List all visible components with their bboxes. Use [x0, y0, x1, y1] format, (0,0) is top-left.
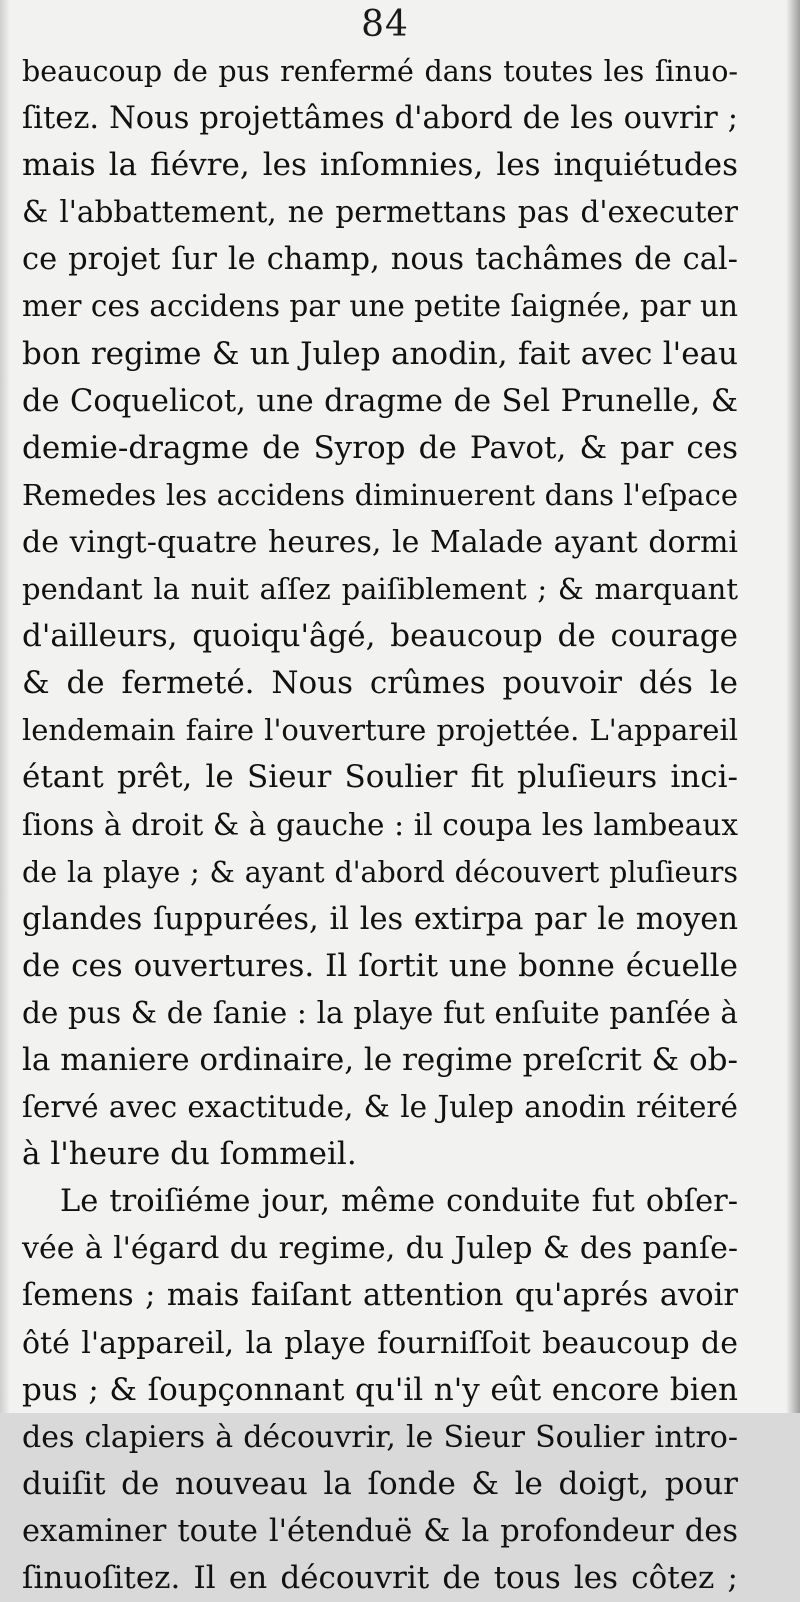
text-line: & de fermeté. Nous crûmes pouvoir dés le	[22, 665, 738, 702]
text-line: mais la fiévre, les inſomnies, les inquiétudes	[22, 147, 738, 184]
text-line: de Coquelicot, une dragme de Sel Prunelle, &	[22, 383, 738, 419]
text-line: de ces ouvertures. Il ſortit une bonne écuelle	[22, 947, 738, 984]
text-line: examiner toute l'étenduë & la profondeur des	[22, 1513, 738, 1549]
text-line: de vingt-quatre heures, le Malade ayant dormi	[22, 524, 738, 560]
text-line: duiſit de nouveau la ſonde & le doigt, pour	[22, 1465, 738, 1502]
page-edge-shadow-right	[786, 0, 800, 1413]
text-line: pus ; & ſoupçonnant qu'il n'y eût encore bien	[22, 1371, 738, 1408]
text-line: ſinuoſitez. Il en découvrit de tous les côtez ;	[22, 1560, 738, 1596]
text-line: Remedes les accidens diminuerent dans l'eſpace	[22, 477, 738, 512]
text-line: de la playe ; & ayant d'abord découvert pluſieurs	[22, 855, 738, 889]
text-line: vée à l'égard du regime, du Julep & des panſe-	[22, 1231, 738, 1267]
page-number: 84	[361, 4, 409, 45]
text-line: ce projet ſur le champ, nous tachâmes de cal-	[22, 242, 738, 278]
text-line: pendant la nuit aſſez paiſiblement ; & marquant	[22, 572, 738, 607]
text-line: ſemens ; mais faiſant attention qu'aprés avoir	[22, 1278, 738, 1314]
text-line-paragraph-start: Le troiſiéme jour, même conduite fut obſer-	[60, 1184, 738, 1220]
text-line: demie-dragme de Syrop de Pavot, & par ces	[22, 429, 738, 466]
text-line: beaucoup de pus renfermé dans toutes les ſinuo-	[22, 55, 738, 88]
body-text	[22, 48, 738, 1602]
text-line: la maniere ordinaire, le regime preſcrit & ob-	[22, 1041, 738, 1078]
text-line: glandes ſuppurées, il les extirpa par le moyen	[22, 901, 738, 937]
text-line: & l'abbattement, ne permettans pas d'executer	[22, 195, 738, 230]
text-line: ſervé avec exactitude, & le Julep anodin réiteré	[22, 1090, 738, 1125]
text-line: ſitez. Nous projettâmes d'abord de les ouvrir ;	[22, 101, 738, 137]
page-edge-shadow-left	[0, 0, 10, 1413]
text-line: lendemain faire l'ouverture projettée. L'appareil	[22, 713, 738, 748]
text-line: ôté l'appareil, la playe fourniſſoit beaucoup de	[22, 1325, 738, 1361]
text-line: mer ces accidens par une petite ſaignée, par un	[22, 289, 738, 324]
text-line: des clapiers à découvrir, le Sieur Soulier intro-	[22, 1419, 738, 1455]
text-line: bon regime & un Julep anodin, fait avec l'eau	[22, 335, 738, 372]
text-line: de pus & de ſanie : la playe fut enſuite panſée à	[22, 995, 738, 1030]
text-line-paragraph-end: à l'heure du ſommeil.	[22, 1136, 357, 1173]
text-line: ſions à droit & à gauche : il coupa les lambeaux	[22, 807, 738, 842]
text-line: étant prêt, le Sieur Soulier fit pluſieurs inci-	[22, 759, 738, 796]
text-line: d'ailleurs, quoiqu'âgé, beaucoup de courage	[22, 618, 738, 655]
